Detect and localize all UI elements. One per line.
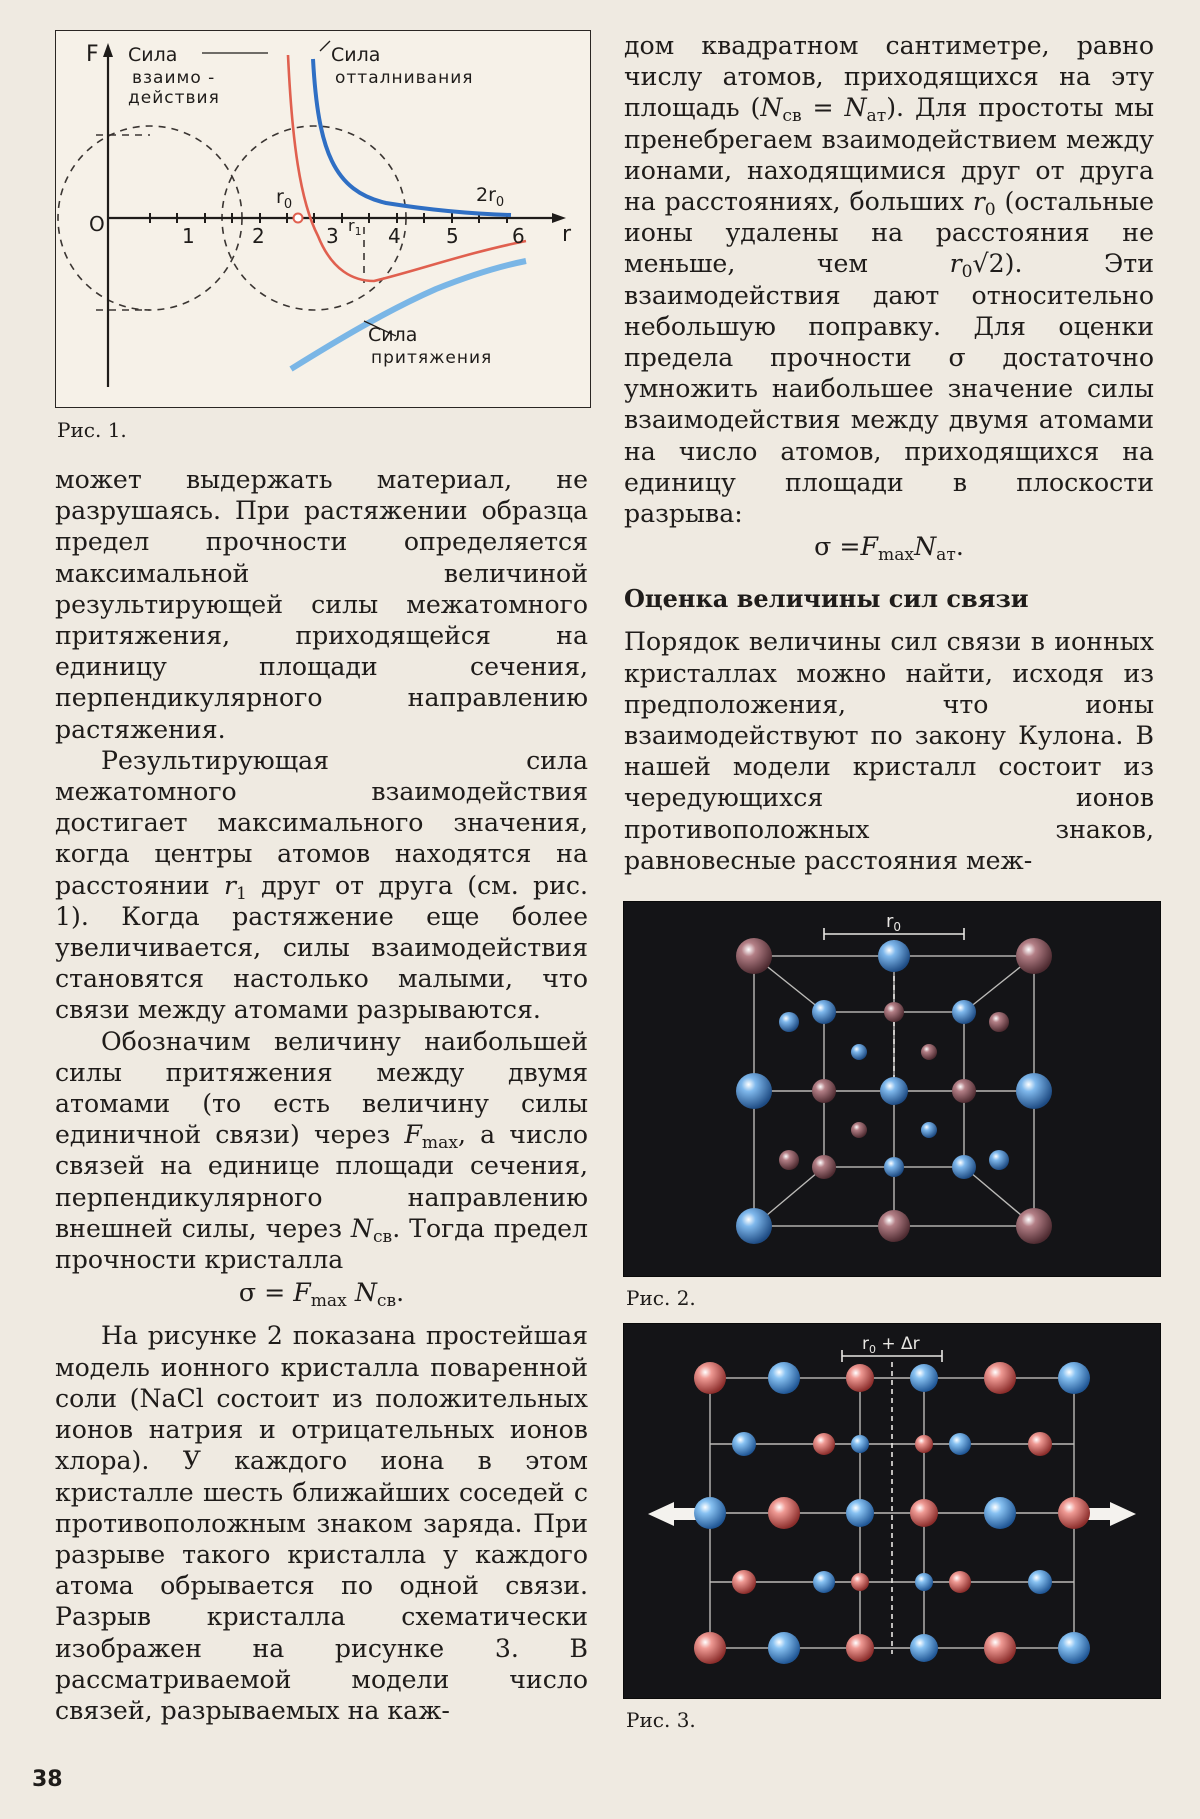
ion-sphere-red bbox=[1028, 1432, 1052, 1456]
ion-sphere-red bbox=[813, 1433, 835, 1455]
ion-sphere-blue bbox=[736, 1073, 772, 1109]
left-paragraph-1: может выдержать материал, не разрушаясь. При растяжении образца предел прочности определяется максимальной величиной результирующей силы межатомного притяжения, приходящейся на единицу площади сечения, перпендикулярного направлению растяжения. bbox=[55, 465, 588, 744]
ion-sphere-red bbox=[949, 1571, 971, 1593]
ion-sphere-red bbox=[884, 1002, 904, 1022]
ion-sphere-red bbox=[1016, 1208, 1052, 1244]
ion-sphere-blue bbox=[1016, 1073, 1052, 1109]
ion-sphere-blue bbox=[1028, 1570, 1052, 1594]
attraction-label-line1: Сила bbox=[368, 324, 418, 346]
figure-3-caption: Рис. 3. bbox=[626, 1708, 696, 1733]
tick-label-3: 3 bbox=[326, 224, 339, 248]
ion-sphere-red bbox=[851, 1122, 867, 1138]
ion-sphere-red bbox=[732, 1570, 756, 1594]
ion-sphere-blue bbox=[694, 1497, 726, 1529]
section-heading: Оценка величины сил связи bbox=[624, 584, 1029, 614]
right-paragraph-2: Порядок величины сил связи в ионных кристаллах можно найти, исходя из предположения, что ионы взаимодействуют по закону Кулона. В нашей модели кристалл состоит из чередующихся ионов противоположных знаков, равновесные расстояния меж- bbox=[624, 627, 1154, 875]
ion-sphere-red bbox=[1016, 938, 1052, 974]
ion-sphere-red bbox=[984, 1632, 1016, 1664]
tick-label-2: 2 bbox=[252, 224, 265, 248]
attraction-label-line2: притяжения bbox=[371, 348, 493, 368]
ion-sphere-blue bbox=[736, 1208, 772, 1244]
repulsion-label-line1: Сила bbox=[331, 44, 381, 66]
ion-sphere-red bbox=[694, 1362, 726, 1394]
ion-sphere-blue bbox=[779, 1012, 799, 1032]
ion-sphere-red bbox=[768, 1497, 800, 1529]
repulsion-pointer bbox=[320, 41, 330, 51]
ion-sphere-blue bbox=[952, 1155, 976, 1179]
repulsion-label-line2: отталнивания bbox=[335, 68, 474, 88]
right-paragraph-1: дом квадратном сантиметре, равно числу атомов, приходящихся на эту площадь $(N_{св} = N_{ат})$. Для простоты мы пренебрегаем взаимодействием между ионами, находящимися друг от друга на расстояниях, больших $r_0$ (остальные ионы удалены на расстояния не меньше, чем $r_0√2$). Эти взаимодействия дают относительно небольшую поправку. Для оценки предела прочности σ достаточно умножить наибольшее значение силы взаимодействия между двумя атомами на число атомов, приходящихся на единицу площади в плоскости разрыва: bbox=[624, 31, 1154, 529]
axis-r-label: r bbox=[562, 222, 572, 247]
figure-3-crystal-photo bbox=[624, 1324, 1160, 1698]
figure-1 bbox=[55, 30, 588, 442]
ion-sphere-blue bbox=[910, 1634, 938, 1662]
ion-sphere-blue bbox=[878, 940, 910, 972]
left-paragraph-3: Обозначим величину наибольшей силы притяжения между двумя атомами (то есть величину силы единичной связи) через $F_{max}$, а число связей на единице площади сечения, перпендикулярного направлению внешней силы, через $N_{св}$. Тогда предел прочности кристалла bbox=[55, 1026, 589, 1275]
ion-sphere-red bbox=[812, 1079, 836, 1103]
formula-sigma-nat: $\sigma =F_{max}N_{ат}$. bbox=[814, 532, 964, 566]
r0-label: $r_0$ bbox=[276, 186, 293, 212]
ion-sphere-blue bbox=[921, 1122, 937, 1138]
2r0-label: $2r_0$ bbox=[476, 184, 505, 210]
tick-label-6: 6 bbox=[512, 224, 525, 248]
ion-sphere-blue bbox=[732, 1432, 756, 1456]
ion-sphere-blue bbox=[851, 1435, 869, 1453]
figure-3-svg bbox=[624, 1324, 1160, 1698]
left-column bbox=[55, 30, 588, 1726]
interaction-label-line3: действия bbox=[128, 88, 220, 108]
fig2-r0-label: $r_0$ bbox=[886, 911, 902, 935]
ion-sphere-red bbox=[989, 1012, 1009, 1032]
r0-point bbox=[294, 214, 303, 223]
tick-label-4: 4 bbox=[388, 224, 401, 248]
ion-sphere-blue bbox=[1058, 1362, 1090, 1394]
ion-sphere-blue bbox=[884, 1157, 904, 1177]
figure-2-caption: Рис. 2. bbox=[626, 1286, 696, 1311]
force-chart-svg bbox=[56, 31, 592, 409]
origin-label: O bbox=[89, 212, 105, 236]
right-column bbox=[624, 30, 1154, 1732]
ion-sphere-red bbox=[915, 1435, 933, 1453]
figure-2-svg bbox=[624, 902, 1160, 1276]
right-pull-arrow-icon bbox=[1084, 1502, 1136, 1526]
ion-sphere-red bbox=[812, 1155, 836, 1179]
left-paragraph-2: Результирующая сила межатомного взаимодействия достигает максимального значения, когда центры атомов находятся на расстоянии $r_1$ друг от друга (см. рис. 1). Когда растяжение еще более увеличивается, силы взаимодействия становятся настолько малыми, что связи между атомами разрываются. bbox=[55, 745, 588, 1025]
ion-sphere-blue bbox=[768, 1362, 800, 1394]
interaction-label-line1: Сила bbox=[128, 44, 178, 66]
tick-label-5: 5 bbox=[446, 224, 459, 248]
tick-label-1: 1 bbox=[182, 224, 195, 248]
ion-sphere-blue bbox=[880, 1077, 908, 1105]
formula-sigma-nsv: $\sigma = F_{max}$ $N_{св}$. bbox=[238, 1278, 405, 1312]
ion-sphere-blue bbox=[1058, 1632, 1090, 1664]
ion-sphere-red bbox=[694, 1632, 726, 1664]
ion-sphere-blue bbox=[813, 1571, 835, 1593]
ion-sphere-red bbox=[878, 1210, 910, 1242]
axis-F-label: F bbox=[86, 42, 99, 67]
y-axis-arrow bbox=[103, 43, 113, 57]
page-number: 38 bbox=[32, 1767, 63, 1792]
figure-1-caption: Рис. 1. bbox=[57, 418, 127, 442]
force-distance-chart bbox=[55, 30, 591, 408]
ion-sphere-red bbox=[846, 1634, 874, 1662]
fig3-r0-dr-label: $r_0 + \Delta r$ bbox=[862, 1334, 920, 1357]
ion-sphere-blue bbox=[768, 1632, 800, 1664]
ion-sphere-red bbox=[779, 1150, 799, 1170]
ion-sphere-blue bbox=[949, 1433, 971, 1455]
ion-sphere-blue bbox=[952, 1000, 976, 1024]
ion-sphere-red bbox=[952, 1079, 976, 1103]
interaction-curve bbox=[288, 55, 526, 281]
ion-sphere-red bbox=[1058, 1497, 1090, 1529]
ion-sphere-blue bbox=[984, 1497, 1016, 1529]
ion-sphere-red bbox=[910, 1499, 938, 1527]
ion-sphere-blue bbox=[851, 1044, 867, 1060]
r1-label: $r_1$ bbox=[348, 216, 362, 238]
ion-sphere-red bbox=[736, 938, 772, 974]
ion-sphere-red bbox=[921, 1044, 937, 1060]
left-paragraph-4: На рисунке 2 показана простейшая модель ионного кристалла поваренной соли (NaCl состоит из положительных ионов натрия и отрицательных ионов хлора). У каждого иона в этом кристалле шесть ближайших соседей с противоположным знаком заряда. При разрыве такого кристалла у каждого атома обрывается по одной связи. Разрыв кристалла схематически изображен на рисунке 3. В рассматриваемой модели число связей, разрываемых на каж- bbox=[55, 1321, 588, 1725]
ion-sphere-red bbox=[846, 1364, 874, 1392]
interaction-label-line2: взаимо - bbox=[132, 68, 216, 88]
ion-sphere-red bbox=[984, 1362, 1016, 1394]
figure-2-crystal-photo bbox=[624, 902, 1160, 1276]
ion-sphere-blue bbox=[910, 1364, 938, 1392]
ion-sphere-blue bbox=[989, 1150, 1009, 1170]
ion-sphere-blue bbox=[846, 1499, 874, 1527]
ion-sphere-red bbox=[851, 1573, 869, 1591]
left-pull-arrow-icon bbox=[648, 1502, 700, 1526]
ion-sphere-blue bbox=[812, 1000, 836, 1024]
ion-sphere-blue bbox=[915, 1573, 933, 1591]
